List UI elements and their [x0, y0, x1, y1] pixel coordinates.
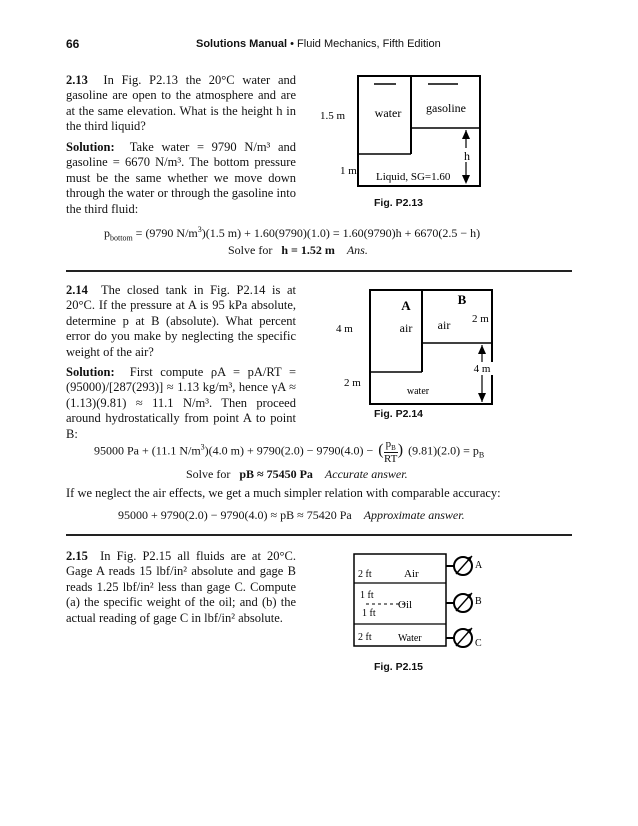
- h-arrow-head-top: [462, 130, 470, 139]
- tank-outline: [370, 290, 492, 404]
- problem-2-13-text: [66, 73, 296, 135]
- fig-caption-p2-15: Fig. P2.15: [374, 661, 424, 673]
- problem-number: 2.15: [66, 549, 88, 563]
- result-h: h = 1.52 m: [281, 243, 335, 257]
- dim-4m-right: 4 m: [473, 363, 491, 375]
- ans-label: Ans.: [346, 243, 368, 257]
- running-header: [196, 38, 441, 50]
- problem-number: 2.14: [66, 283, 88, 297]
- dim-air: 2 ft: [358, 569, 372, 580]
- oil-label: Oil: [398, 599, 413, 611]
- dim-oil-bottom: 1 ft: [362, 608, 376, 619]
- dim-arrow-head-top: [478, 345, 486, 354]
- solution-text: First compute ρA = pA/RT = (95000)/[287(293)] ≈ 1.13 kg/m³, hence γA ≈ (1.13)(9.81) ≈ 11.1 N/m³. Then proceed around hydrostatically from point A to point B:: [66, 365, 297, 441]
- air-right-label: air: [437, 318, 451, 332]
- gage-A-icon: [446, 556, 472, 575]
- neglect-air-text: If we neglect the air effects, we get a much simpler relation with comparable accuracy:: [66, 486, 501, 500]
- solution-2-13: [66, 140, 296, 217]
- fig-caption-p2-14: Fig. P2.14: [374, 408, 424, 420]
- solve-for-text: Solve for: [186, 467, 231, 481]
- point-B-label: B: [457, 292, 467, 307]
- air-left-label: air: [399, 321, 413, 335]
- dim-4m-left: 4 m: [336, 323, 353, 335]
- height-1-5m-label: 1.5 m: [320, 110, 346, 122]
- tank-outline: [358, 76, 480, 186]
- dim-2m-right: 2 m: [472, 313, 489, 325]
- problem-number: 2.13: [66, 73, 88, 87]
- height-1m-label: 1 m: [340, 165, 357, 177]
- problem-2-14-text: [66, 283, 296, 360]
- water-label: Water: [398, 633, 422, 644]
- liquid-label: Liquid, SG=1.60: [376, 171, 451, 183]
- equation-2-14: 95000 Pa + (11.1 $N/m^3)(4.0$ m) + 9790(2.0) − 9790(4.0) − ( $\frac{p_B}{RT}$ ) $(9.81)(2.0) = p_B$: [94, 438, 485, 466]
- problem-statement: In Fig. P2.15 all fluids are at 20°C. Gage A reads 15 lbf/in² absolute and gage B reads 1.25 lbf/in² less than gage C. Compute (a) the specific weight of the oil; and (b) the actual reading of gage C in lbf/in² absolute.: [66, 549, 297, 625]
- result-pB: pB ≈ 75450 Pa: [239, 467, 313, 481]
- point-A-label: A: [401, 298, 411, 313]
- gage-B-icon: [446, 593, 472, 612]
- water-label: water: [406, 386, 430, 397]
- solution-label: Solution:: [66, 365, 115, 379]
- figure-p2-13: [318, 62, 508, 212]
- h-label: h: [464, 149, 470, 163]
- gage-C-icon: [446, 628, 472, 647]
- gasoline-label: gasoline: [426, 101, 466, 115]
- approx-label: Approximate answer.: [363, 508, 465, 522]
- solution-label: Solution:: [66, 140, 115, 154]
- approx-equation: 95000 + 9790(2.0) − 9790(4.0) ≈ pB ≈ 75420 Pa: [118, 508, 352, 522]
- air-label: Air: [404, 568, 419, 580]
- gage-B-label: B: [475, 596, 482, 607]
- approx-equation-2-14: [118, 508, 465, 523]
- dim-arrow-head-bottom: [478, 393, 486, 402]
- result-2-13: [228, 243, 368, 258]
- header-bullet: •: [290, 38, 294, 50]
- water-label: water: [374, 106, 402, 120]
- section-divider: [66, 270, 572, 272]
- dim-2m-left: 2 m: [344, 377, 361, 389]
- problem-2-15-text: [66, 549, 296, 626]
- equation-2-13: $p_{bottom} = (9790$ $N/m^3)(1.5$ m) + 1.60(9790)(1.0) = 1.60(9790)h + 6670(2.5 − h): [104, 225, 481, 243]
- fig-caption-p2-13: Fig. P2.13: [374, 197, 424, 209]
- book-title-rest: Fluid Mechanics, Fifth Edition: [297, 38, 441, 50]
- dim-oil-top: 1 ft: [360, 590, 374, 601]
- problem-statement: The closed tank in Fig. P2.14 is at 20°C. If the pressure at A is 95 kPa absolute, determine p at B (absolute). What percent error do you make by neglecting the specific weight of the air?: [66, 283, 296, 359]
- result-2-14: [186, 467, 408, 482]
- h-arrow-head-bottom: [462, 175, 470, 184]
- solution-2-14: [66, 365, 296, 442]
- solve-for-text: Solve for: [228, 243, 273, 257]
- accurate-label: Accurate answer.: [324, 467, 408, 481]
- problem-statement: In Fig. P2.13 the 20°C water and gasoline are open to the atmosphere and are at the same elevation. What is the height h in the third liquid?: [66, 73, 296, 134]
- dim-water: 2 ft: [358, 632, 372, 643]
- gage-C-label: C: [475, 638, 482, 649]
- figure-p2-14: [330, 282, 510, 412]
- gage-A-label: A: [475, 560, 483, 571]
- section-divider: [66, 534, 572, 536]
- book-title-bold: Solutions Manual: [196, 38, 288, 50]
- page-number: 66: [66, 37, 80, 51]
- figure-p2-15: [350, 548, 520, 658]
- solution-text: Take water = 9790 N/m³ and gasoline = 6670 N/m³. The bottom pressure must be the same whether we move down through the water or through the gasoline into the third fluid:: [66, 140, 297, 216]
